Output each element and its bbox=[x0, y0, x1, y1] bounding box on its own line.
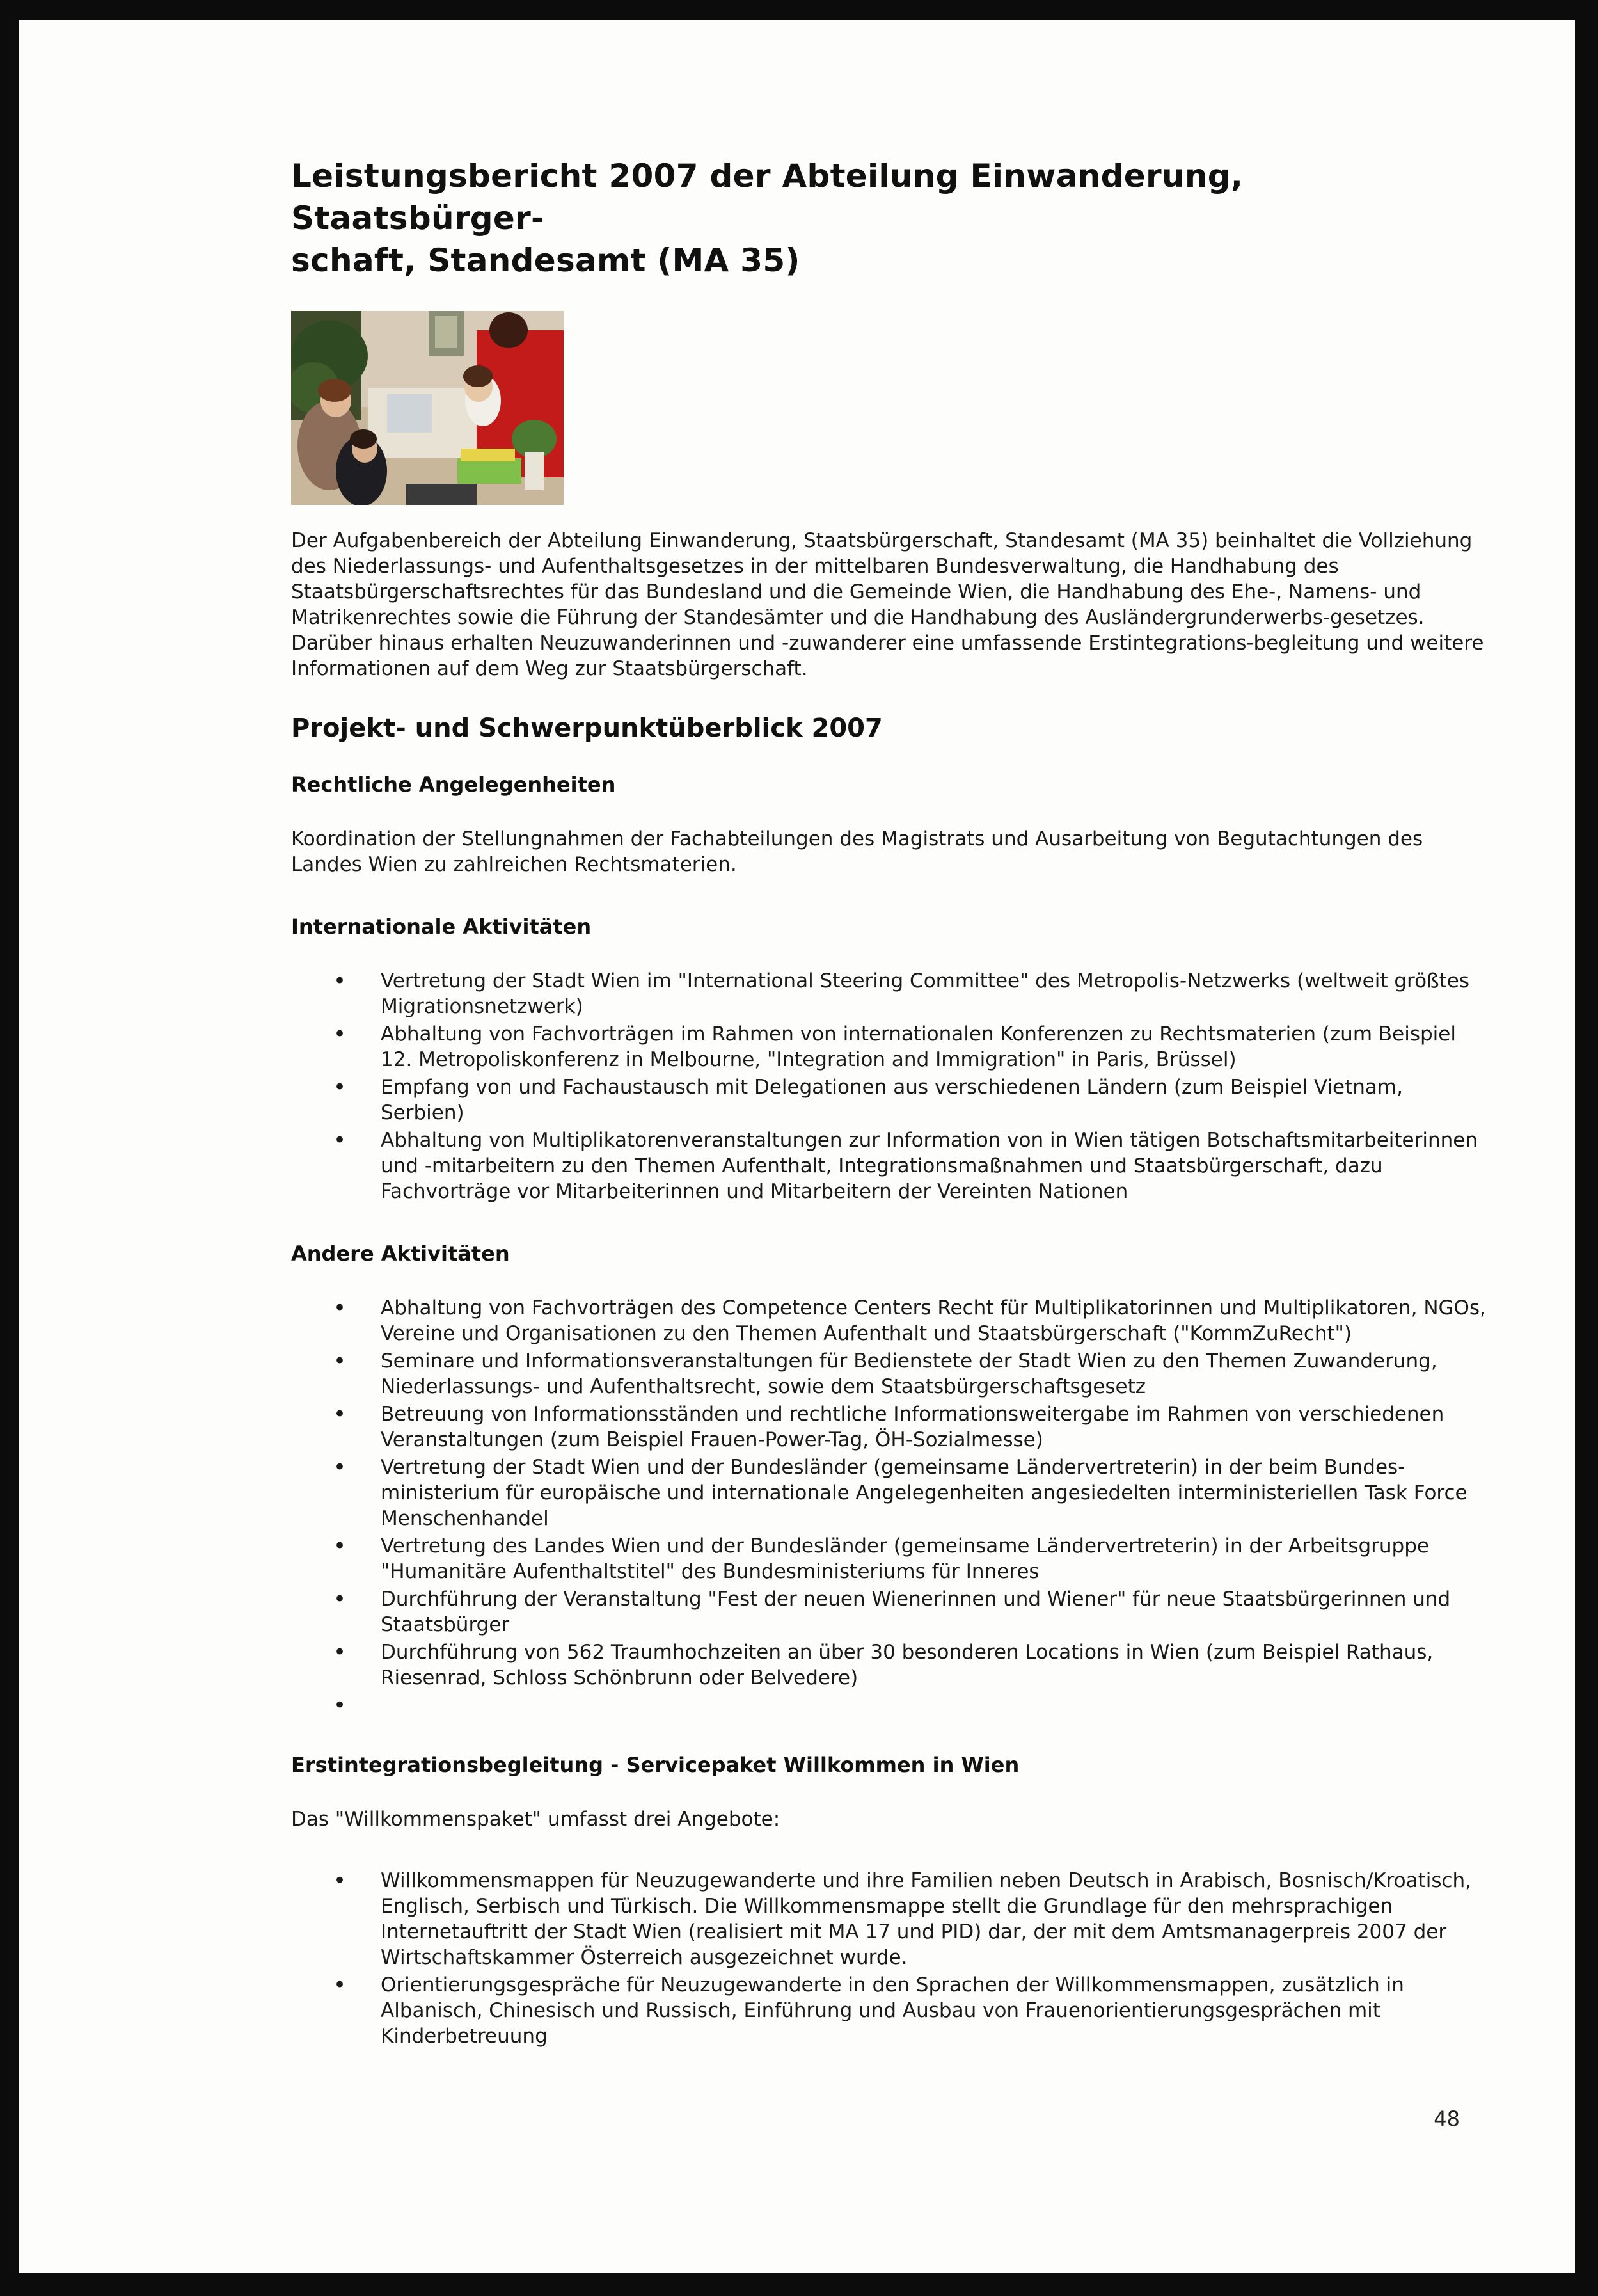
page-content bbox=[291, 155, 1487, 2069]
bullet-icon: • bbox=[333, 1455, 347, 1480]
list-item-text: Empfang von und Fachaustausch mit Delegationen aus verschiedenen Ländern (zum Beispiel Vietnam, Serbien) bbox=[381, 1076, 1403, 1124]
list-item bbox=[333, 1455, 1487, 1531]
list-item-text: Betreuung von Informationsständen und rechtliche Informationsweitergabe im Rahmen von verschiedenen Veranstaltungen (zum Beispiel Frauen-Power-Tag, ÖH-Sozialmesse) bbox=[381, 1403, 1444, 1451]
section-title: Projekt- und Schwerpunktüberblick 2007 bbox=[291, 714, 883, 743]
bullet-icon: • bbox=[333, 1295, 347, 1321]
bullet-icon: • bbox=[333, 1693, 347, 1718]
other-list bbox=[291, 1295, 1487, 1718]
page-number: 48 bbox=[1434, 2107, 1460, 2131]
bullet-icon: • bbox=[333, 1533, 347, 1559]
list-item bbox=[333, 1868, 1487, 1970]
bullet-icon: • bbox=[333, 1868, 347, 1893]
bullet-icon: • bbox=[333, 1021, 347, 1047]
list-item-text: Vertretung der Stadt Wien im "International Steering Committee" des Metropolis-Netzwerks (weltweit größtes Migrationsnetzwerk) bbox=[381, 969, 1469, 1018]
list-item-text: Abhaltung von Fachvorträgen im Rahmen von internationalen Konferenzen zu Rechtsmaterien (zum Beispiel 12. Metropoliskonferenz in Melbourne, "Integration and Immigration" in Paris, Brüssel) bbox=[381, 1023, 1456, 1071]
list-item bbox=[333, 1693, 1487, 1718]
list-item-text: Willkommensmappen für Neuzugewanderte und ihre Familien neben Deutsch in Arabisch, Bosnisch/Kroatisch, Englisch, Serbisch und Türkisch. Die Willkommensmappe stellt die Grundlage für den mehrsprachigen Internetauftritt der Stadt Wien (realisiert mit MA 17 und PID) dar, der mit dem Amtsmanagerpreis 2007 der Wirtschaftskammer Österreich ausgezeichnet wurde. bbox=[381, 1869, 1472, 1969]
list-item-text: Vertretung der Stadt Wien und der Bundesländer (gemeinsame Ländervertreterin) in der beim Bundes-ministerium für europäische und internationale Angelegenheiten angesiedelten interministeriellen Task Force Menschenhandel bbox=[381, 1456, 1467, 1530]
bullet-icon: • bbox=[333, 1074, 347, 1100]
list-item-text: Abhaltung von Multiplikatorenveranstaltungen zur Information von in Wien tätigen Botschaftsmitarbeiterinnen und -mitarbeitern zu den Themen Aufenthalt, Integrationsmaßnahmen und Staatsbürgerschaft, dazu Fachvorträge vor Mitarbeiterinnen und Mitarbeitern der Vereinten Nationen bbox=[381, 1129, 1478, 1203]
international-heading: Internationale Aktivitäten bbox=[291, 914, 592, 939]
welcome-text: Das "Willkommenspaket" umfasst drei Angebote: bbox=[291, 1808, 780, 1831]
bullet-icon: • bbox=[333, 1586, 347, 1612]
international-list bbox=[291, 968, 1487, 1204]
list-item bbox=[333, 1074, 1487, 1126]
list-item-text: Vertretung des Landes Wien und der Bundesländer (gemeinsame Ländervertreterin) in der Arbeitsgruppe "Humanitäre Aufenthaltstitel" des Bundesministeriums für Inneres bbox=[381, 1535, 1429, 1583]
other-heading: Andere Aktivitäten bbox=[291, 1241, 510, 1266]
list-item bbox=[333, 968, 1487, 1019]
welcome-heading: Erstintegrationsbegleitung - Servicepaket Willkommen in Wien bbox=[291, 1753, 1020, 1777]
page-title-line-1: Leistungsbericht 2007 der Abteilung Einwanderung, Staatsbürger- bbox=[291, 157, 1244, 237]
list-item-text: Durchführung von 562 Traumhochzeiten an über 30 besonderen Locations in Wien (zum Beispiel Rathaus, Riesenrad, Schloss Schönbrunn oder Belvedere) bbox=[381, 1641, 1434, 1689]
list-item-text: Seminare und Informationsveranstaltungen für Bedienstete der Stadt Wien zu den Themen Zuwanderung, Niederlassungs- und Aufenthaltsrecht, sowie dem Staatsbürgerschaftsgesetz bbox=[381, 1350, 1437, 1398]
bullet-icon: • bbox=[333, 968, 347, 994]
list-item bbox=[333, 1401, 1487, 1453]
bullet-icon: • bbox=[333, 1128, 347, 1153]
bullet-icon: • bbox=[333, 1401, 347, 1427]
list-item-text: Orientierungsgespräche für Neuzugewanderte in den Sprachen der Willkommensmappen, zusätzlich in Albanisch, Chinesisch und Russisch, Einführung und Ausbau von Frauenorientierungsgesprächen mit Kinderbetreuung bbox=[381, 1973, 1404, 2048]
welcome-list bbox=[291, 1868, 1487, 2049]
document-page bbox=[19, 20, 1575, 2273]
page-title-line-2: schaft, Standesamt (MA 35) bbox=[291, 242, 800, 279]
bullet-icon: • bbox=[333, 1639, 347, 1665]
office-photo bbox=[291, 311, 564, 505]
list-item bbox=[333, 1586, 1487, 1638]
list-item bbox=[333, 1348, 1487, 1399]
bullet-icon: • bbox=[333, 1972, 347, 1998]
list-item-text: Abhaltung von Fachvorträgen des Competence Centers Recht für Multiplikatorinnen und Multiplikatoren, NGOs, Vereine und Organisationen zu den Themen Aufenthalt und Staatsbürgerschaft ("KommZuRecht") bbox=[381, 1296, 1486, 1345]
legal-heading: Rechtliche Angelegenheiten bbox=[291, 772, 616, 797]
list-item bbox=[333, 1021, 1487, 1072]
page-title bbox=[291, 155, 1487, 282]
list-item bbox=[333, 1128, 1487, 1204]
legal-text: Koordination der Stellungnahmen der Fachabteilungen des Magistrats und Ausarbeitung von Begutachtungen des Landes Wien zu zahlreichen Rechtsmaterien. bbox=[291, 827, 1423, 876]
list-item bbox=[333, 1295, 1487, 1346]
list-item bbox=[333, 1639, 1487, 1691]
list-item-text: Durchführung der Veranstaltung "Fest der neuen Wienerinnen und Wiener" für neue Staatsbürgerinnen und Staatsbürger bbox=[381, 1588, 1451, 1636]
list-item bbox=[333, 1533, 1487, 1584]
list-item bbox=[333, 1972, 1487, 2049]
bullet-icon: • bbox=[333, 1348, 347, 1374]
intro-paragraph: Der Aufgabenbereich der Abteilung Einwanderung, Staatsbürgerschaft, Standesamt (MA 35) beinhaltet die Vollziehung des Niederlassungs- und Aufenthaltsgesetzes in der mittelbaren Bundesverwaltung, die Handhabung des Staatsbürgerschaftsrechtes für das Bundesland und die Gemeinde Wien, die Handhabung des Ehe-, Namens- und Matrikenrechtes sowie die Führung der Standesämter und die Handhabung des Ausländergrunderwerbs-gesetzes. Darüber hinaus erhalten Neuzuwanderinnen und -zuwanderer eine umfassende Erstintegrations-begleitung und weitere Informationen auf dem Weg zur Staatsbürgerschaft. bbox=[291, 529, 1484, 680]
